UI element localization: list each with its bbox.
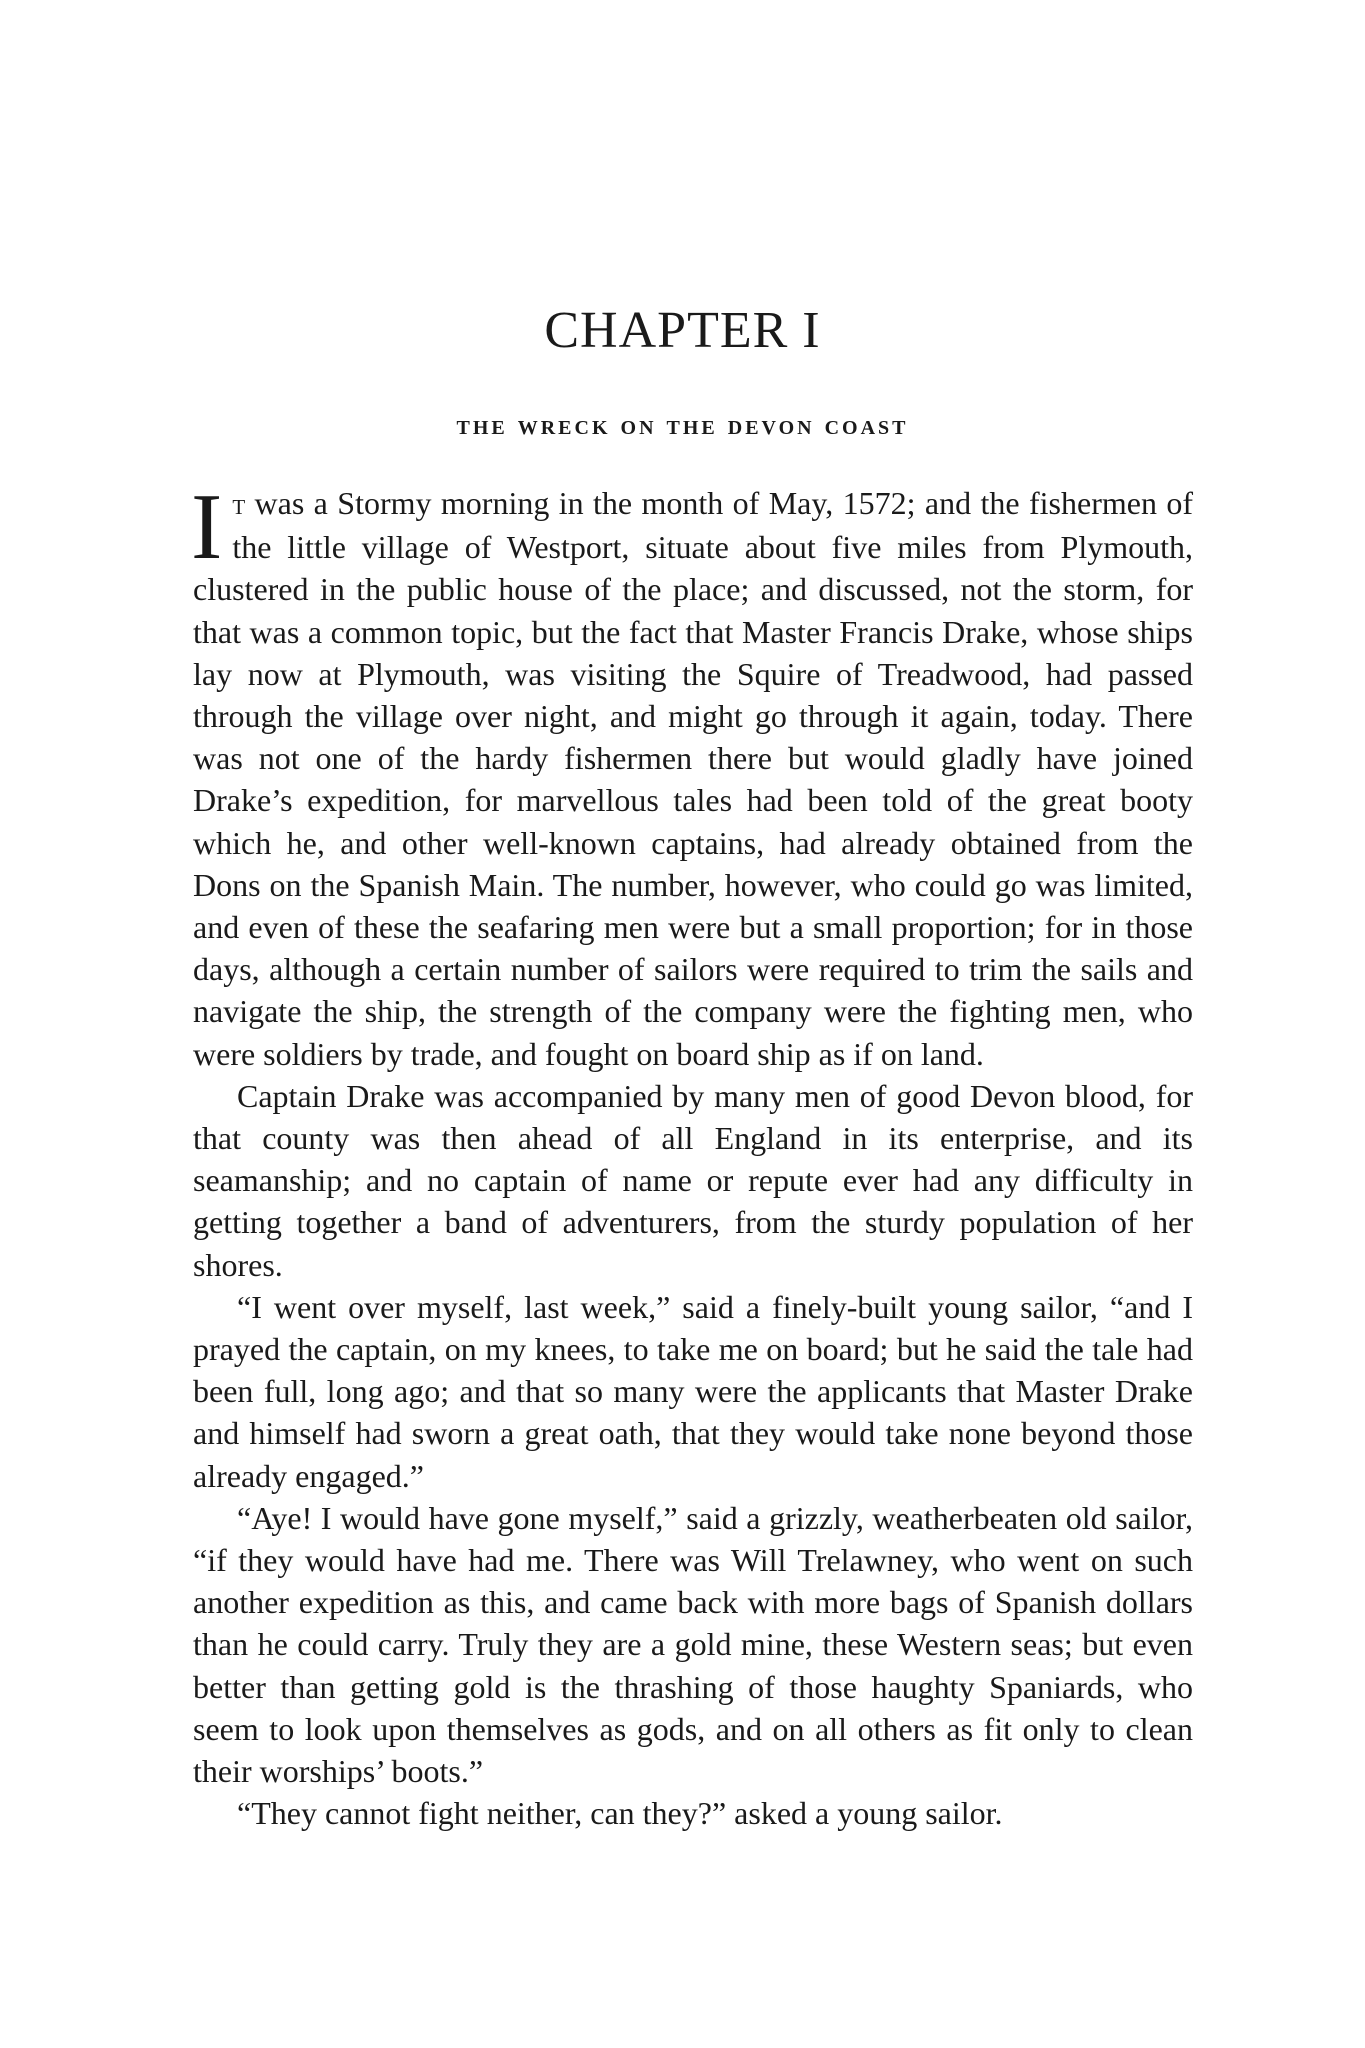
paragraph: “I went over myself, last week,” said a finely-built young sailor, “and I prayed the captain, on my knees, to take me on board; but he said the tale had been full, long ago; and that so many were the applicants that Master Drake and himself had sworn a great oath, that they would take none beyond those already engaged.” bbox=[193, 1288, 1193, 1494]
paragraph-text: was a Stormy morning in the month of May, 1572; and the fishermen of the little village of Westport, situate about five miles from Plymouth, clustered in the public house of the place; and discussed, not the storm, for that was a common topic, but the fact that Master Francis Drake, whose ships lay now at Plymouth, was visiting the Squire of Treadwood, had passed through the village over night, and might go through it again, today. There was not one of the hardy fishermen there but would gladly have joined Drake’s expedition, for marvellous tales had been told of the great booty which he, and other well-known captains, had already obtained from the Dons on the Spanish Main. The number, however, who could go was limited, and even of these the seafaring men were but a small proportion; for in those days, although a certain number of sailors were required to trim the sails and navigate the ship, the strength of the company were the fighting men, who were soldiers by trade, and fought on board ship as if on land. bbox=[193, 485, 1193, 1072]
paragraph: Captain Drake was accompanied by many men of good Devon blood, for that county was then ahead of all England in its enterprise, and its seamanship; and no captain of name or repute ever had any difficulty in getting together a band of adventurers, from the sturdy population of her shores. bbox=[193, 1077, 1193, 1283]
chapter-subtitle: the wreck on the devon coast bbox=[456, 410, 909, 441]
chapter-title: CHAPTER I bbox=[544, 302, 821, 359]
chapter-body bbox=[191, 475, 1193, 1835]
paragraph: “Aye! I would have gone myself,” said a grizzly, weatherbeaten old sailor, “if they would have had me. There was Will Trelawney, who went on such another expedition as this, and came back with more bags of Spanish dollars than he could carry. Truly they are a gold mine, these Western seas; but even better than getting gold is the thrashing of those haughty Spaniards, who seem to look upon themselves as gods, and on all others as fit only to clean their worships’ boots.” bbox=[193, 1499, 1193, 1790]
paragraph: “They cannot fight neither, can they?” asked a young sailor. bbox=[237, 1795, 1003, 1832]
paragraph bbox=[191, 475, 1193, 1075]
lead-word: t bbox=[232, 488, 246, 521]
drop-cap: I bbox=[191, 475, 223, 579]
